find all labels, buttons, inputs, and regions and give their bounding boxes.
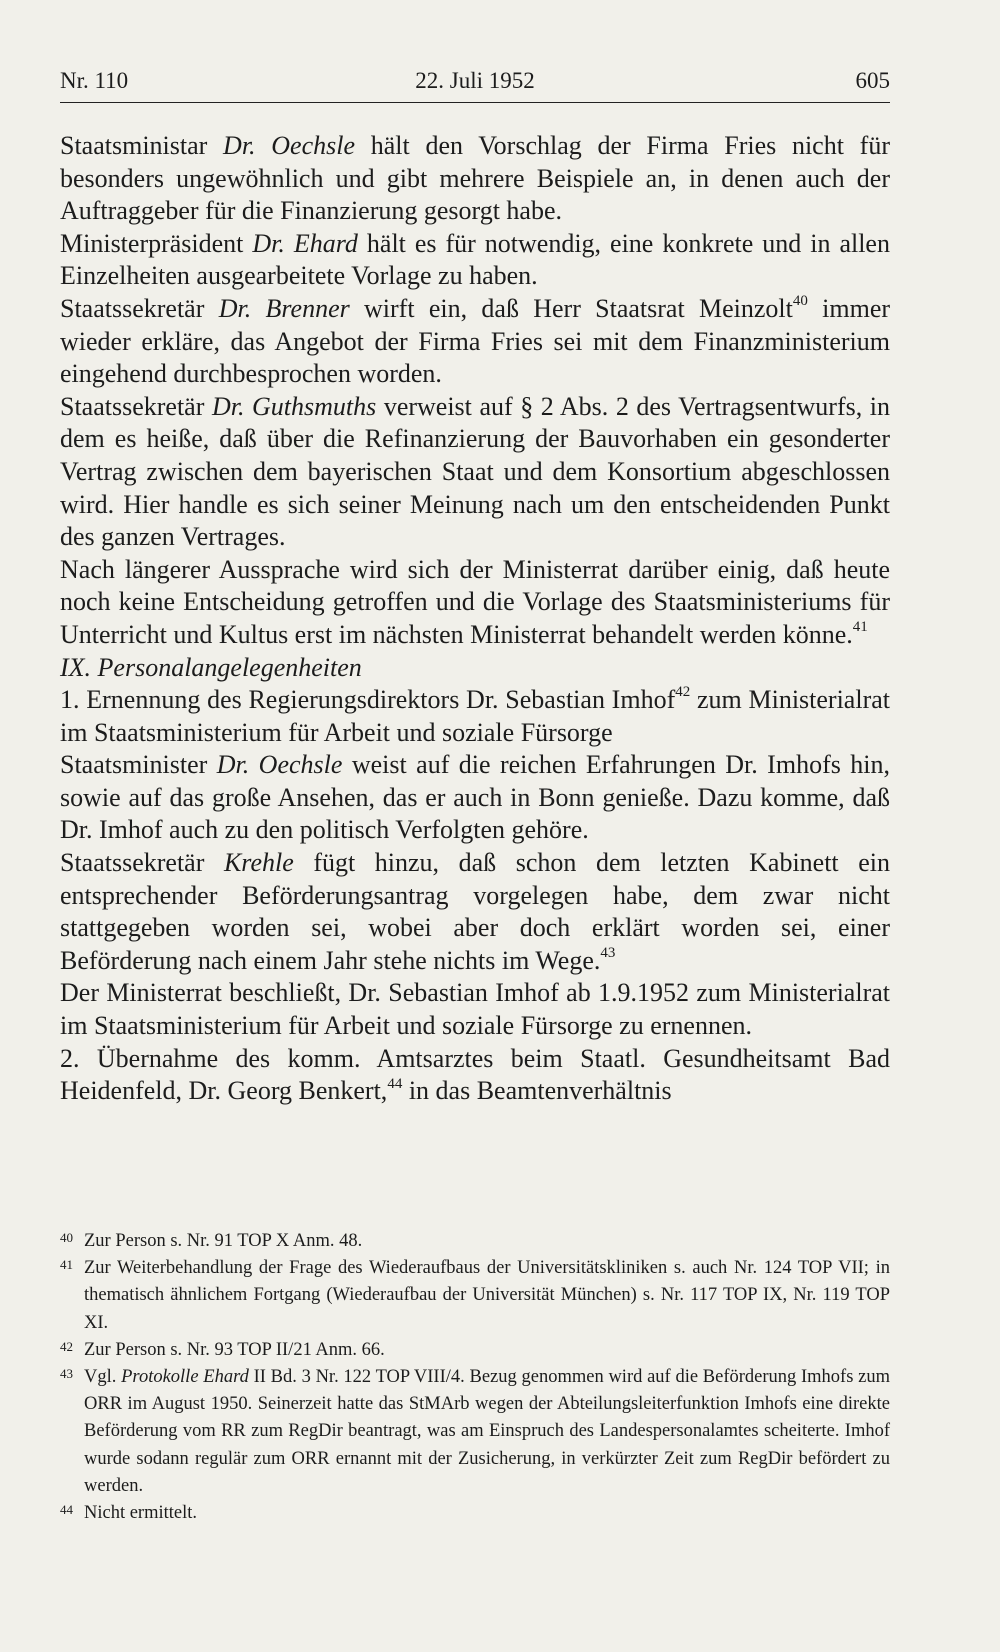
footnote-number: 43 — [60, 1366, 73, 1382]
footnote-text: Vgl. Protokolle Ehard II Bd. 3 Nr. 122 TOP VIII/4. Bezug genommen wird auf die Beförderung Imhofs zum ORR im August 1950. Seinerzeit hatte das StMArb wegen der Abteilungsleiterfunktion Imhofs eine direkte Beförderung vom RR zum RegDir beantragt, was am Einspruch des Landespersonalamtes scheiterte. Imhof wurde sodann regulär zum ORR ernannt mit der Zusicherung, in verkürzter Zeit zum RegDir befördert zu werden. — [84, 1367, 891, 1496]
speaker-name: Dr. Guthsmuths — [211, 391, 377, 421]
footnote — [60, 1364, 890, 1500]
agenda-item: 2. Übernahme des komm. Amtsarztes beim Staatl. Gesundheitsamt Bad Heidenfeld, Dr. Georg Benkert,$^{44}$ in das Beamtenverhältnis — [60, 1043, 890, 1106]
speaker-name: Dr. Oechsle — [223, 131, 356, 160]
footnote-ref: 40 — [792, 293, 808, 310]
footnote-ref: 42 — [675, 684, 691, 701]
footnote — [60, 1255, 890, 1337]
footnote-text: Zur Person s. Nr. 93 TOP II/21 Anm. 66. — [84, 1339, 385, 1360]
paragraph: Staatsministar Dr. Oechsle hält den Vorschlag der Firma Fries nicht für besonders ungewöhnlich und gibt mehrere Beispiele an, in denen auch der Auftraggeber für die Finanzierung gesorgt habe. — [60, 131, 890, 226]
cited-work: Protokolle Ehard — [121, 1367, 249, 1388]
speaker-name: Dr. Oechsle — [216, 750, 343, 780]
footnote-number: 44 — [60, 1502, 73, 1518]
footnote-number: 42 — [60, 1338, 73, 1354]
paragraph: Staatssekretär Krehle fügt hinzu, daß schon dem letzten Kabinett ein entsprechender Beförderungsantrag vorgelegen habe, dem zwar nicht stattgegeben worden sei, wobei aber doch erklärt worden sei, einer Beförderung nach einem Jahr stehe nichts im Wege.$^{43}$ — [60, 848, 890, 975]
agenda-item: 1. Ernennung des Regierungsdirektors Dr. Sebastian Imhof$^{42}$ zum Ministerialrat im Staatsministerium für Arbeit und soziale Fürsorge — [60, 684, 890, 747]
page-header — [60, 66, 890, 102]
document-number: Nr. 110 — [60, 68, 129, 93]
page-number: 605 — [855, 68, 890, 93]
footnote-number: 40 — [60, 1230, 73, 1245]
paragraph: Nach längerer Aussprache wird sich der Ministerrat darüber einig, daß heute noch keine Entscheidung getroffen und die Vorlage des Staatsministeriums für Unterricht und Kultus erst im nächsten Ministerrat behandelt werden könne.$^{41}$ — [60, 554, 890, 649]
footnote-ref: 43 — [600, 945, 616, 962]
footnote — [60, 1500, 890, 1527]
footnote-ref: 44 — [387, 1075, 403, 1092]
main-text — [60, 130, 890, 1108]
resolution: Der Ministerrat beschließt, Dr. Sebastian Imhof ab 1.9.1952 zum Ministerialrat im Staatsministerium für Arbeit und soziale Fürsorge zu ernennen. — [60, 978, 890, 1041]
speaker-name: Dr. Ehard — [252, 228, 358, 258]
section-heading: IX. Personalangelegenheiten — [60, 652, 362, 682]
header-date: 22. Juli 1952 — [415, 68, 535, 93]
footnote-number: 41 — [60, 1257, 73, 1273]
header-rule — [60, 102, 890, 103]
paragraph: Ministerpräsident Dr. Ehard hält es für notwendig, eine konkrete und in allen Einzelheiten ausgearbeitete Vorlage zu haben. — [60, 228, 890, 291]
footnote-text: Zur Weiterbehandlung der Frage des Wiederaufbaus der Universitätskliniken s. auch Nr. 124 TOP VII; in thematisch ähnlichem Fortgang (Wiederaufbau der Universität München) s. Nr. 117 TOP IX, Nr. 119 TOP XI. — [84, 1258, 890, 1333]
footnote — [60, 1228, 890, 1255]
footnote-text: Nicht ermittelt. — [84, 1503, 198, 1524]
paragraph: Staatsminister Dr. Oechsle weist auf die reichen Erfahrungen Dr. Imhofs hin, sowie auf das große Ansehen, das er auch in Bonn genieße. Dazu komme, daß Dr. Imhof auch zu den politisch Verfolgten gehöre. — [60, 750, 890, 845]
footnote — [60, 1337, 890, 1364]
speaker-name: Krehle — [223, 848, 294, 878]
footnote-ref: 41 — [852, 619, 868, 636]
footnote-text: Zur Person s. Nr. 91 TOP X Anm. 48. — [84, 1231, 363, 1251]
paragraph: Staatssekretär Dr. Guthsmuths verweist auf § 2 Abs. 2 des Vertragsentwurfs, in dem es heiße, daß über die Refinanzierung der Bauvorhaben ein gesonderter Vertrag zwischen dem bayerischen Staat und dem Konsortium abgeschlossen wird. Hier handle es sich seiner Meinung nach um den entscheidenden Punkt des ganzen Vertrages. — [60, 391, 891, 552]
speaker-name: Dr. Brenner — [218, 293, 350, 323]
footnotes — [60, 1228, 890, 1527]
paragraph: Staatssekretär Dr. Brenner wirft ein, daß Herr Staatsrat Meinzolt$^{40}$ immer wieder erkläre, das Angebot der Firma Fries sei mit dem Finanzministerium eingehend durchbesprochen worden. — [60, 293, 891, 389]
